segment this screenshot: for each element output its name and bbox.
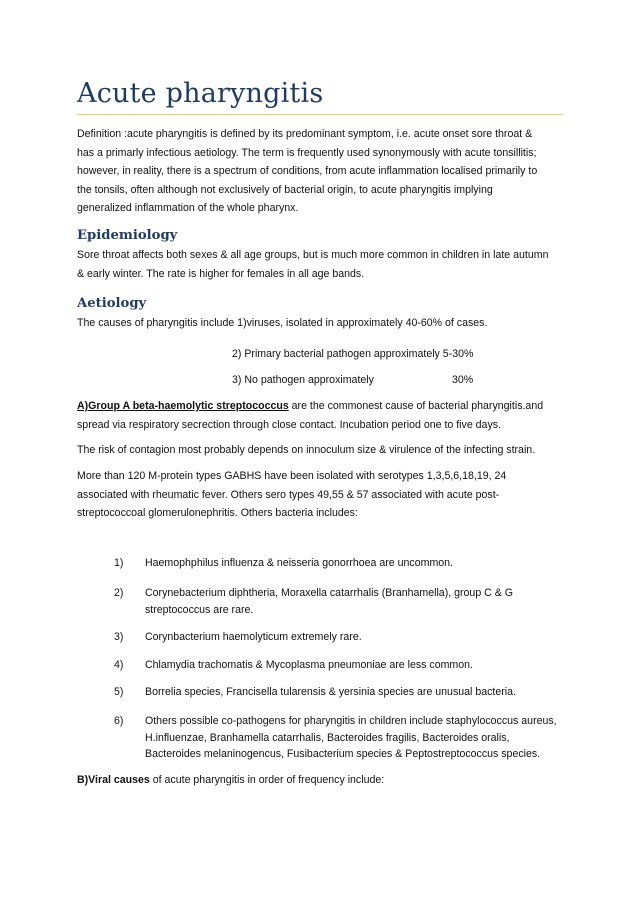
list-text <box>145 713 557 763</box>
list-text-line: Borrelia species, Francisella tularensis & yersinia species are unusual bacteria. <box>145 686 516 698</box>
definition-paragraph <box>77 125 563 218</box>
list-number: 4) <box>114 659 124 671</box>
group-a-line <box>77 397 563 416</box>
group-a-term: A)Group A beta-haemolytic streptococcus <box>77 400 289 412</box>
list-text <box>145 555 453 572</box>
definition-line: has a primarly infectious aetiology. The term is frequently used synonymously with acute tonsillitis; <box>77 146 537 159</box>
list-text-line: Bacteroides melaninogencus, Fusibacterium species & Peptostreptococcus species. <box>145 748 541 760</box>
list-text <box>145 684 516 701</box>
title-underline <box>77 114 563 115</box>
viral-causes-rest: of acute pharyngitis in order of frequency include: <box>149 774 385 786</box>
contagion-paragraph: The risk of contagion most probably depends on innoculum size & virulence of the infecting strain. <box>77 444 536 456</box>
aetiology-heading: Aetiology <box>77 296 147 311</box>
m-protein-line: More than 120 M-protein types GABHS have been isolated with serotypes 1,3,5,6,18,19, 24 <box>77 470 507 482</box>
definition-line: however, in reality, there is a spectrum of conditions, from acute inflammation localised primarily to <box>77 165 538 178</box>
list-number: 1) <box>114 557 124 569</box>
epidemiology-line: Sore throat affects both sexes & all age groups, but is much more common in children in late autumn <box>77 249 549 261</box>
definition-line: the tonsils, often although not exclusively of bacterial origin, to acute pharyngitis implying <box>77 183 493 196</box>
epidemiology-heading: Epidemiology <box>77 228 178 243</box>
m-protein-line: streptococcoal glomerulonephritis. Others bacteria includes: <box>77 507 358 520</box>
cause-no-pathogen-value: 30% <box>452 374 474 386</box>
page-title: Acute pharyngitis <box>77 78 324 109</box>
list-text <box>145 585 513 618</box>
group-a-paragraph <box>77 397 563 434</box>
viral-causes-term: B)Viral causes <box>77 774 150 786</box>
definition-line: Definition :acute pharyngitis is defined by its predominant symptom, i.e. acute onset sore throat & <box>77 128 533 140</box>
list-number: 6) <box>114 715 124 727</box>
list-number: 5) <box>114 686 124 698</box>
list-number: 2) <box>114 587 124 599</box>
list-text-line: Corynebacterium diphtheria, Moraxella catarrhalis (Branhamella), group C & G <box>145 587 513 599</box>
list-text-line: Haemophphilus influenza & neisseria gonorrhoea are uncommon. <box>145 557 453 569</box>
group-a-line: spread via respiratory secrection through close contact. Incubation period one to five days. <box>77 418 501 431</box>
cause-primary-bacterial: 2) Primary bacterial pathogen approximately 5-30% <box>232 348 474 360</box>
cause-no-pathogen <box>232 374 474 386</box>
list-number: 3) <box>114 631 124 643</box>
cause-no-pathogen-label: 3) No pathogen approximately <box>232 374 374 386</box>
aetiology-intro: The causes of pharyngitis include 1)viruses, isolated in approximately 40-60% of cases. <box>77 317 488 329</box>
epidemiology-line: & early winter. The rate is higher for females in all age bands. <box>77 267 365 280</box>
definition-line: generalized inflammation of the whole pharynx. <box>77 202 299 215</box>
list-text-line: streptococcus are rare. <box>145 603 254 616</box>
m-protein-line: associated with rheumatic fever. Others sero types 49,55 & 57 associated with acute post- <box>77 488 500 501</box>
list-text-line: Others possible co-pathogens for pharyngitis in children include staphylococcus aureus, <box>145 715 557 727</box>
m-protein-paragraph <box>77 467 563 523</box>
list-text <box>145 629 362 646</box>
list-text-line: Chlamydia trachomatis & Mycoplasma pneumoniae are less common. <box>145 659 473 671</box>
list-text-line: H.influenzae, Branhamella catarrhalis, Bacteroides fragilis, Bacteroides oralis, <box>145 731 510 744</box>
list-text-line: Corynbacterium haemolyticum extremely rare. <box>145 631 362 643</box>
list-text <box>145 657 473 674</box>
group-a-rest: are the commonest cause of bacterial pharyngitis.and <box>288 400 544 412</box>
epidemiology-paragraph <box>77 246 563 283</box>
viral-causes-paragraph <box>77 771 563 790</box>
